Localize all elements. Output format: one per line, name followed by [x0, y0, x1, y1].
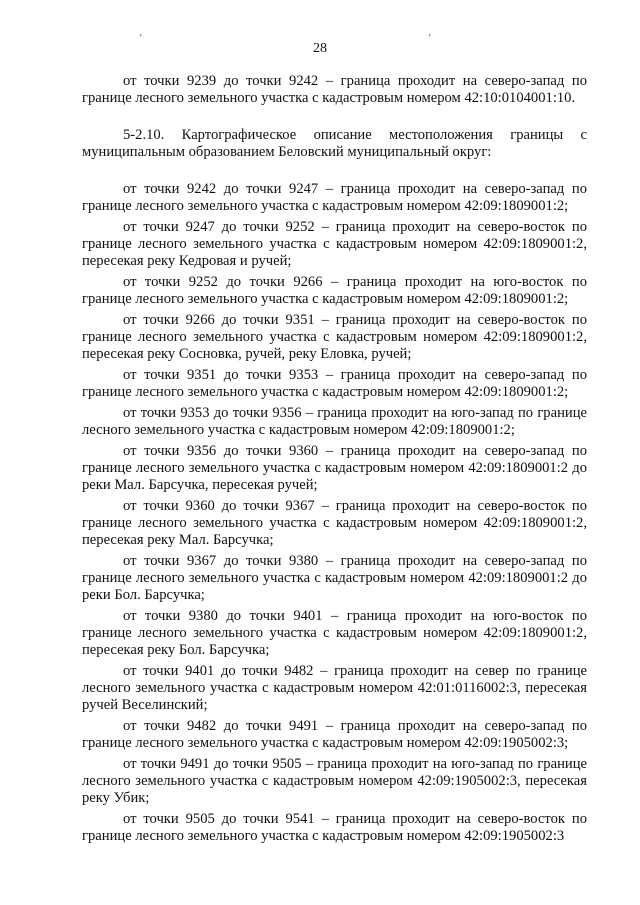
- page-number: 28: [313, 41, 327, 56]
- boundary-paragraph: от точки 9252 до точки 9266 – граница проходит на юго-восток по границе лесного земельного участка с кадастровым номером 42:09:1809001:2;: [82, 274, 587, 307]
- boundary-paragraph: от точки 9360 до точки 9367 – граница проходит на северо-восток по границе лесного земельного участка с кадастровым номером 42:09:1809001:2, пересекая реку Мал. Барсучка;: [82, 498, 587, 548]
- boundary-paragraph: от точки 9353 до точки 9356 – граница проходит на юго-запад по границе лесного земельного участка с кадастровым номером 42:09:1809001:2;: [82, 405, 587, 438]
- boundary-paragraph: от точки 9505 до точки 9541 – граница проходит на северо-восток по границе лесного земельного участка с кадастровым номером 42:09:1905002:3: [82, 811, 587, 844]
- document-body: [82, 73, 587, 845]
- boundary-paragraph: от точки 9482 до точки 9491 – граница проходит на северо-запад по границе лесного земельного участка с кадастровым номером 42:09:1905002:3;: [82, 718, 587, 751]
- boundary-paragraph: от точки 9351 до точки 9353 – граница проходит на северо-запад по границе лесного земельного участка с кадастровым номером 42:09:1809001:2;: [82, 367, 587, 400]
- scan-mark: ʼ: [428, 33, 432, 44]
- boundary-paragraph: от точки 9356 до точки 9360 – граница проходит на северо-запад по границе лесного земельного участка с кадастровым номером 42:09:1809001:2 до реки Мал. Барсучка, пересекая ручей;: [82, 443, 587, 493]
- boundary-paragraph: от точки 9242 до точки 9247 – граница проходит на северо-запад по границе лесного земельного участка с кадастровым номером 42:09:1809001:2;: [82, 181, 587, 214]
- section-heading: 5-2.10. Картографическое описание местоположения границы с муниципальным образованием Беловский муниципальный округ:: [82, 127, 587, 160]
- boundary-paragraph: от точки 9266 до точки 9351 – граница проходит на северо-восток по границе лесного земельного участка с кадастровым номером 42:09:1809001:2, пересекая реку Сосновка, ручей, реку Еловка, ручей;: [82, 312, 587, 362]
- boundary-paragraph: от точки 9401 до точки 9482 – граница проходит на север по границе лесного земельного участка с кадастровым номером 42:01:0116002:3, пересекая ручей Веселинский;: [82, 663, 587, 713]
- boundary-paragraph: от точки 9247 до точки 9252 – граница проходит на северо-восток по границе лесного земельного участка с кадастровым номером 42:09:1809001:2, пересекая реку Кедровая и ручей;: [82, 219, 587, 269]
- boundary-paragraph: от точки 9380 до точки 9401 – граница проходит на юго-восток по границе лесного земельного участка с кадастровым номером 42:09:1809001:2, пересекая реку Бол. Барсучка;: [82, 608, 587, 658]
- boundary-paragraph: от точки 9239 до точки 9242 – граница проходит на северо-запад по границе лесного земельного участка с кадастровым номером 42:10:0104001:10.: [82, 73, 587, 106]
- scan-mark: ʼ: [139, 33, 143, 44]
- boundary-paragraph: от точки 9367 до точки 9380 – граница проходит на северо-запад по границе лесного земельного участка с кадастровым номером 42:09:1809001:2 до реки Бол. Барсучка;: [82, 553, 587, 603]
- boundary-paragraph: от точки 9491 до точки 9505 – граница проходит на юго-запад по границе лесного земельного участка с кадастровым номером 42:09:1905002:3, пересекая реку Убик;: [82, 756, 587, 806]
